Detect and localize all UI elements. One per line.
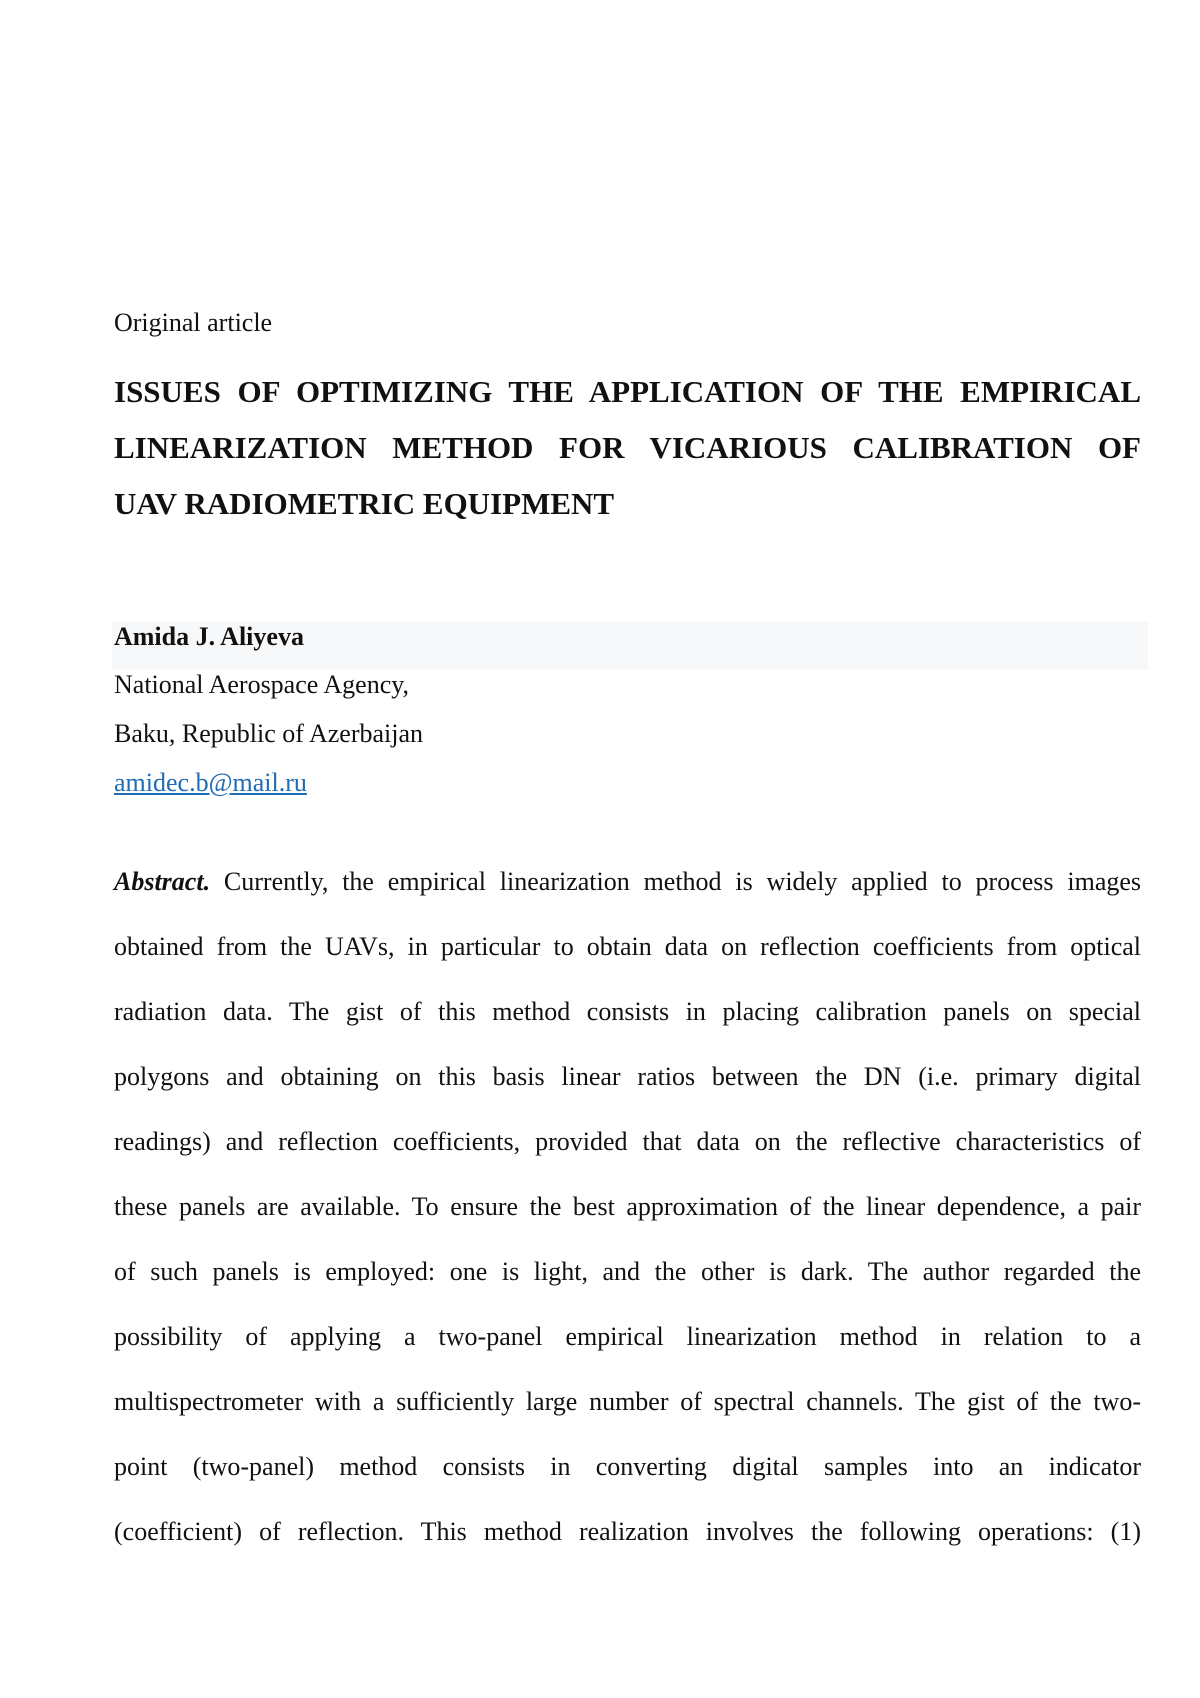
affiliation-line-2: Baku, Republic of Azerbaijan bbox=[114, 719, 1141, 749]
abstract-line: obtained from the UAVs, in particular to obtain data on reflection coefficients from optical bbox=[114, 932, 1141, 962]
abstract-line: multispectrometer with a sufficiently large number of spectral channels. The gist of the two- bbox=[114, 1387, 1141, 1417]
abstract-line: possibility of applying a two-panel empirical linearization method in relation to a bbox=[114, 1322, 1141, 1352]
abstract-line: readings) and reflection coefficients, provided that data on the reflective characteristics of bbox=[114, 1127, 1141, 1157]
author-email-link[interactable]: amidec.b@mail.ru bbox=[114, 768, 307, 797]
abstract-line: polygons and obtaining on this basis linear ratios between the DN (i.e. primary digital bbox=[114, 1062, 1141, 1092]
article-type: Original article bbox=[114, 308, 1141, 338]
abstract-line: point (two-panel) method consists in converting digital samples into an indicator bbox=[114, 1452, 1141, 1482]
abstract-line: these panels are available. To ensure the best approximation of the linear dependence, a pair bbox=[114, 1192, 1141, 1222]
title-line-2: LINEARIZATION METHOD FOR VICARIOUS CALIBRATION OF bbox=[114, 430, 1141, 466]
abstract-line: radiation data. The gist of this method consists in placing calibration panels on special bbox=[114, 997, 1141, 1027]
abstract-label: Abstract. bbox=[114, 867, 210, 896]
title-line-1: ISSUES OF OPTIMIZING THE APPLICATION OF THE EMPIRICAL bbox=[114, 374, 1141, 410]
abstract-line: (coefficient) of reflection. This method realization involves the following operations: (1) bbox=[114, 1517, 1141, 1547]
author-name: Amida J. Aliyeva bbox=[114, 622, 1141, 652]
title-line-3: UAV RADIOMETRIC EQUIPMENT bbox=[114, 486, 1141, 522]
abstract-line-1: Abstract. Currently, the empirical linearization method is widely applied to process images bbox=[114, 867, 1141, 897]
affiliation-line-1: National Aerospace Agency, bbox=[114, 670, 1141, 700]
abstract-line: of such panels is employed: one is light, and the other is dark. The author regarded the bbox=[114, 1257, 1141, 1287]
